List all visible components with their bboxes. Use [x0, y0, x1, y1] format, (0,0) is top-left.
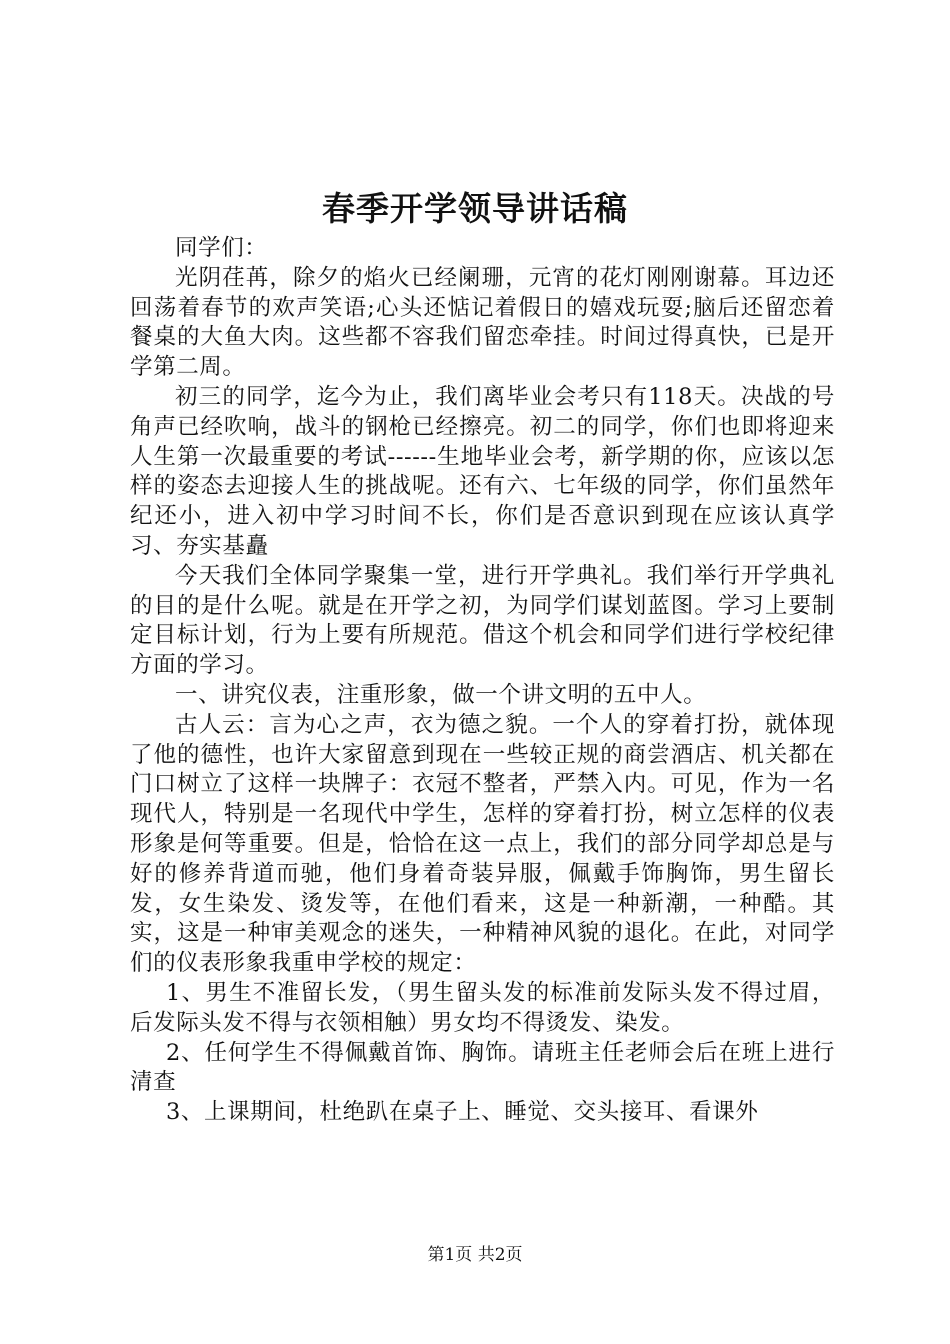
document-title: 春季开学领导讲话稿: [322, 189, 628, 228]
paragraph: 今天我们全体同学聚集一堂，进行开学典礼。我们举行开学典礼的目的是什么呢。就是在开学之初，为同学们谋划蓝图。学习上要制定目标计划，行为上要有所规范。借这个机会和同学们进行学校纪律方面的学习。: [130, 562, 835, 679]
page-footer: 第1页 共2页: [427, 1245, 523, 1265]
salutation: 同学们：: [175, 235, 268, 261]
document-body: [130, 234, 835, 1128]
section-heading: 一、讲究仪表，注重形象，做一个讲文明的五中人。: [175, 681, 707, 708]
paragraph: 古人云：言为心之声，衣为德之貌。一个人的穿着打扮，就体现了他的德性，也许大家留意到现在一些较正规的商尝酒店、机关都在门口树立了这样一块牌子：衣冠不整者，严禁入内。可见，作为一名现代人，特别是一名现代中学生，怎样的穿着打扮，树立怎样的仪表形象是何等重要。但是，恰恰在这一点上，我们的部分同学却总是与好的修养背道而驰，他们身着奇装异服，佩戴手饰胸饰，男生留长发，女生染发、烫发等，在他们看来，这是一种新潮，一种酷。其实，这是一种审美观念的迷失，一种精神风貌的退化。在此，对同学们的仪表形象我重申学校的规定：: [130, 711, 835, 977]
rule-item: 2、任何学生不得佩戴首饰、胸饰。请班主任老师会后在班上进行清查: [130, 1039, 835, 1096]
rule-item: 1、男生不准留长发，（男生留头发的标准前发际头发不得过眉，后发际头发不得与衣领相触）男女均不得烫发、染发。: [130, 979, 835, 1036]
paragraph: 初三的同学，迄今为止，我们离毕业会考只有118天。决战的号角声已经吹响，战斗的钢枪已经擦亮。初二的同学，你们也即将迎来人生第一次最重要的考试------生地毕业会考，新学期的你，应该以怎样的姿态去迎接人生的挑战呢。还有六、七年级的同学，你们虽然年纪还小，进入初中学习时间不长，你们是否意识到现在应该认真学习、夯实基矗: [130, 383, 835, 559]
rule-item: 3、上课期间，杜绝趴在桌子上、睡觉、交头接耳、看课外: [166, 1099, 759, 1126]
paragraph: 光阴荏苒，除夕的焰火已经阑珊，元宵的花灯刚刚谢幕。耳边还回荡着春节的欢声笑语;心头还惦记着假日的嬉戏玩耍;脑后还留恋着餐桌的大鱼大肉。这些都不容我们留恋牵挂。时间过得真快，已是开学第二周。: [130, 264, 835, 381]
